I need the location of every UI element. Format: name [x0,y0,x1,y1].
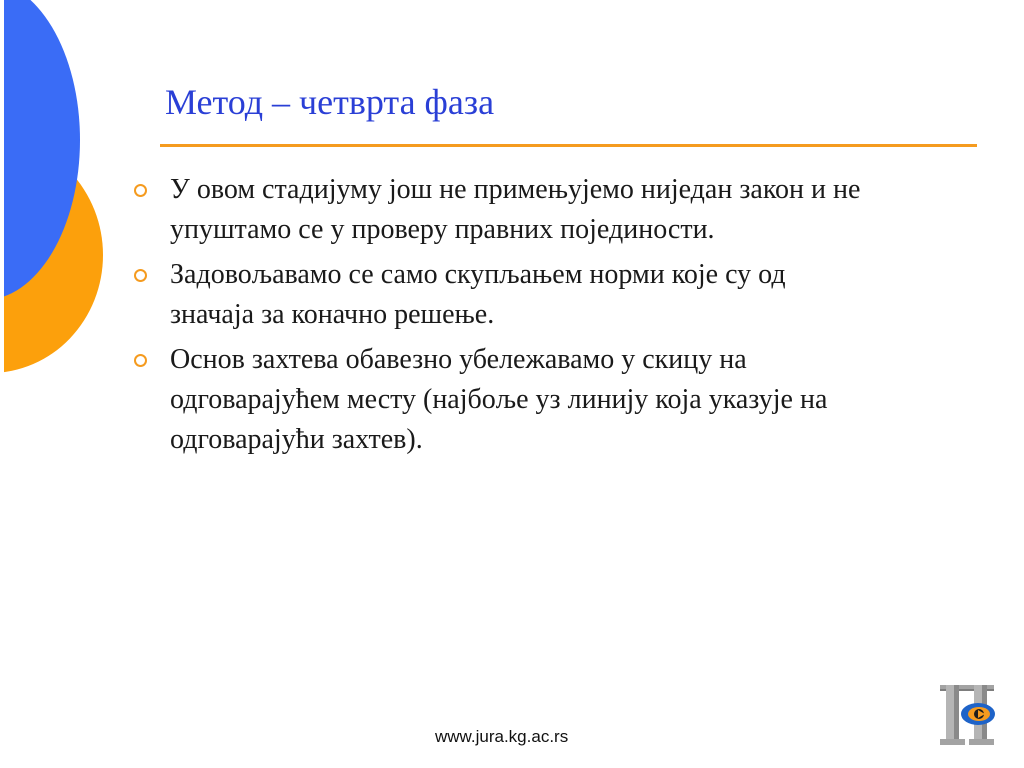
footer-url: www.jura.kg.ac.rs [435,727,569,746]
bullet-text [170,340,827,460]
bullet-line: одговарајућем месту (најбоље уз линију која указује на [170,384,828,415]
bullet-text [170,255,786,335]
title-underline [160,144,977,147]
bullet-text [170,170,860,250]
bullet-line: Задовољавамо се само скупљањем норми које су од [170,259,786,290]
bullet-line: Основ захтева обавезно убележавамо у скицу на [170,344,747,375]
bullet-line: упуштамо се у проверу правних појединости. [170,214,715,245]
hollow-circle-bullet-icon [134,184,147,197]
hollow-circle-bullet-icon [134,354,147,367]
bullet-line: У овом стадијуму још не примењујемо ниједан закон и не [170,174,861,205]
hollow-circle-bullet-icon [134,269,147,282]
bullet-line: значаја за коначно решење. [170,299,495,330]
slide-title: Метод – четврта фаза [165,82,495,122]
faculty-logo-icon [938,683,1000,749]
bullet-line: одговарајући захтев). [170,424,423,455]
decorative-circles [0,0,110,380]
